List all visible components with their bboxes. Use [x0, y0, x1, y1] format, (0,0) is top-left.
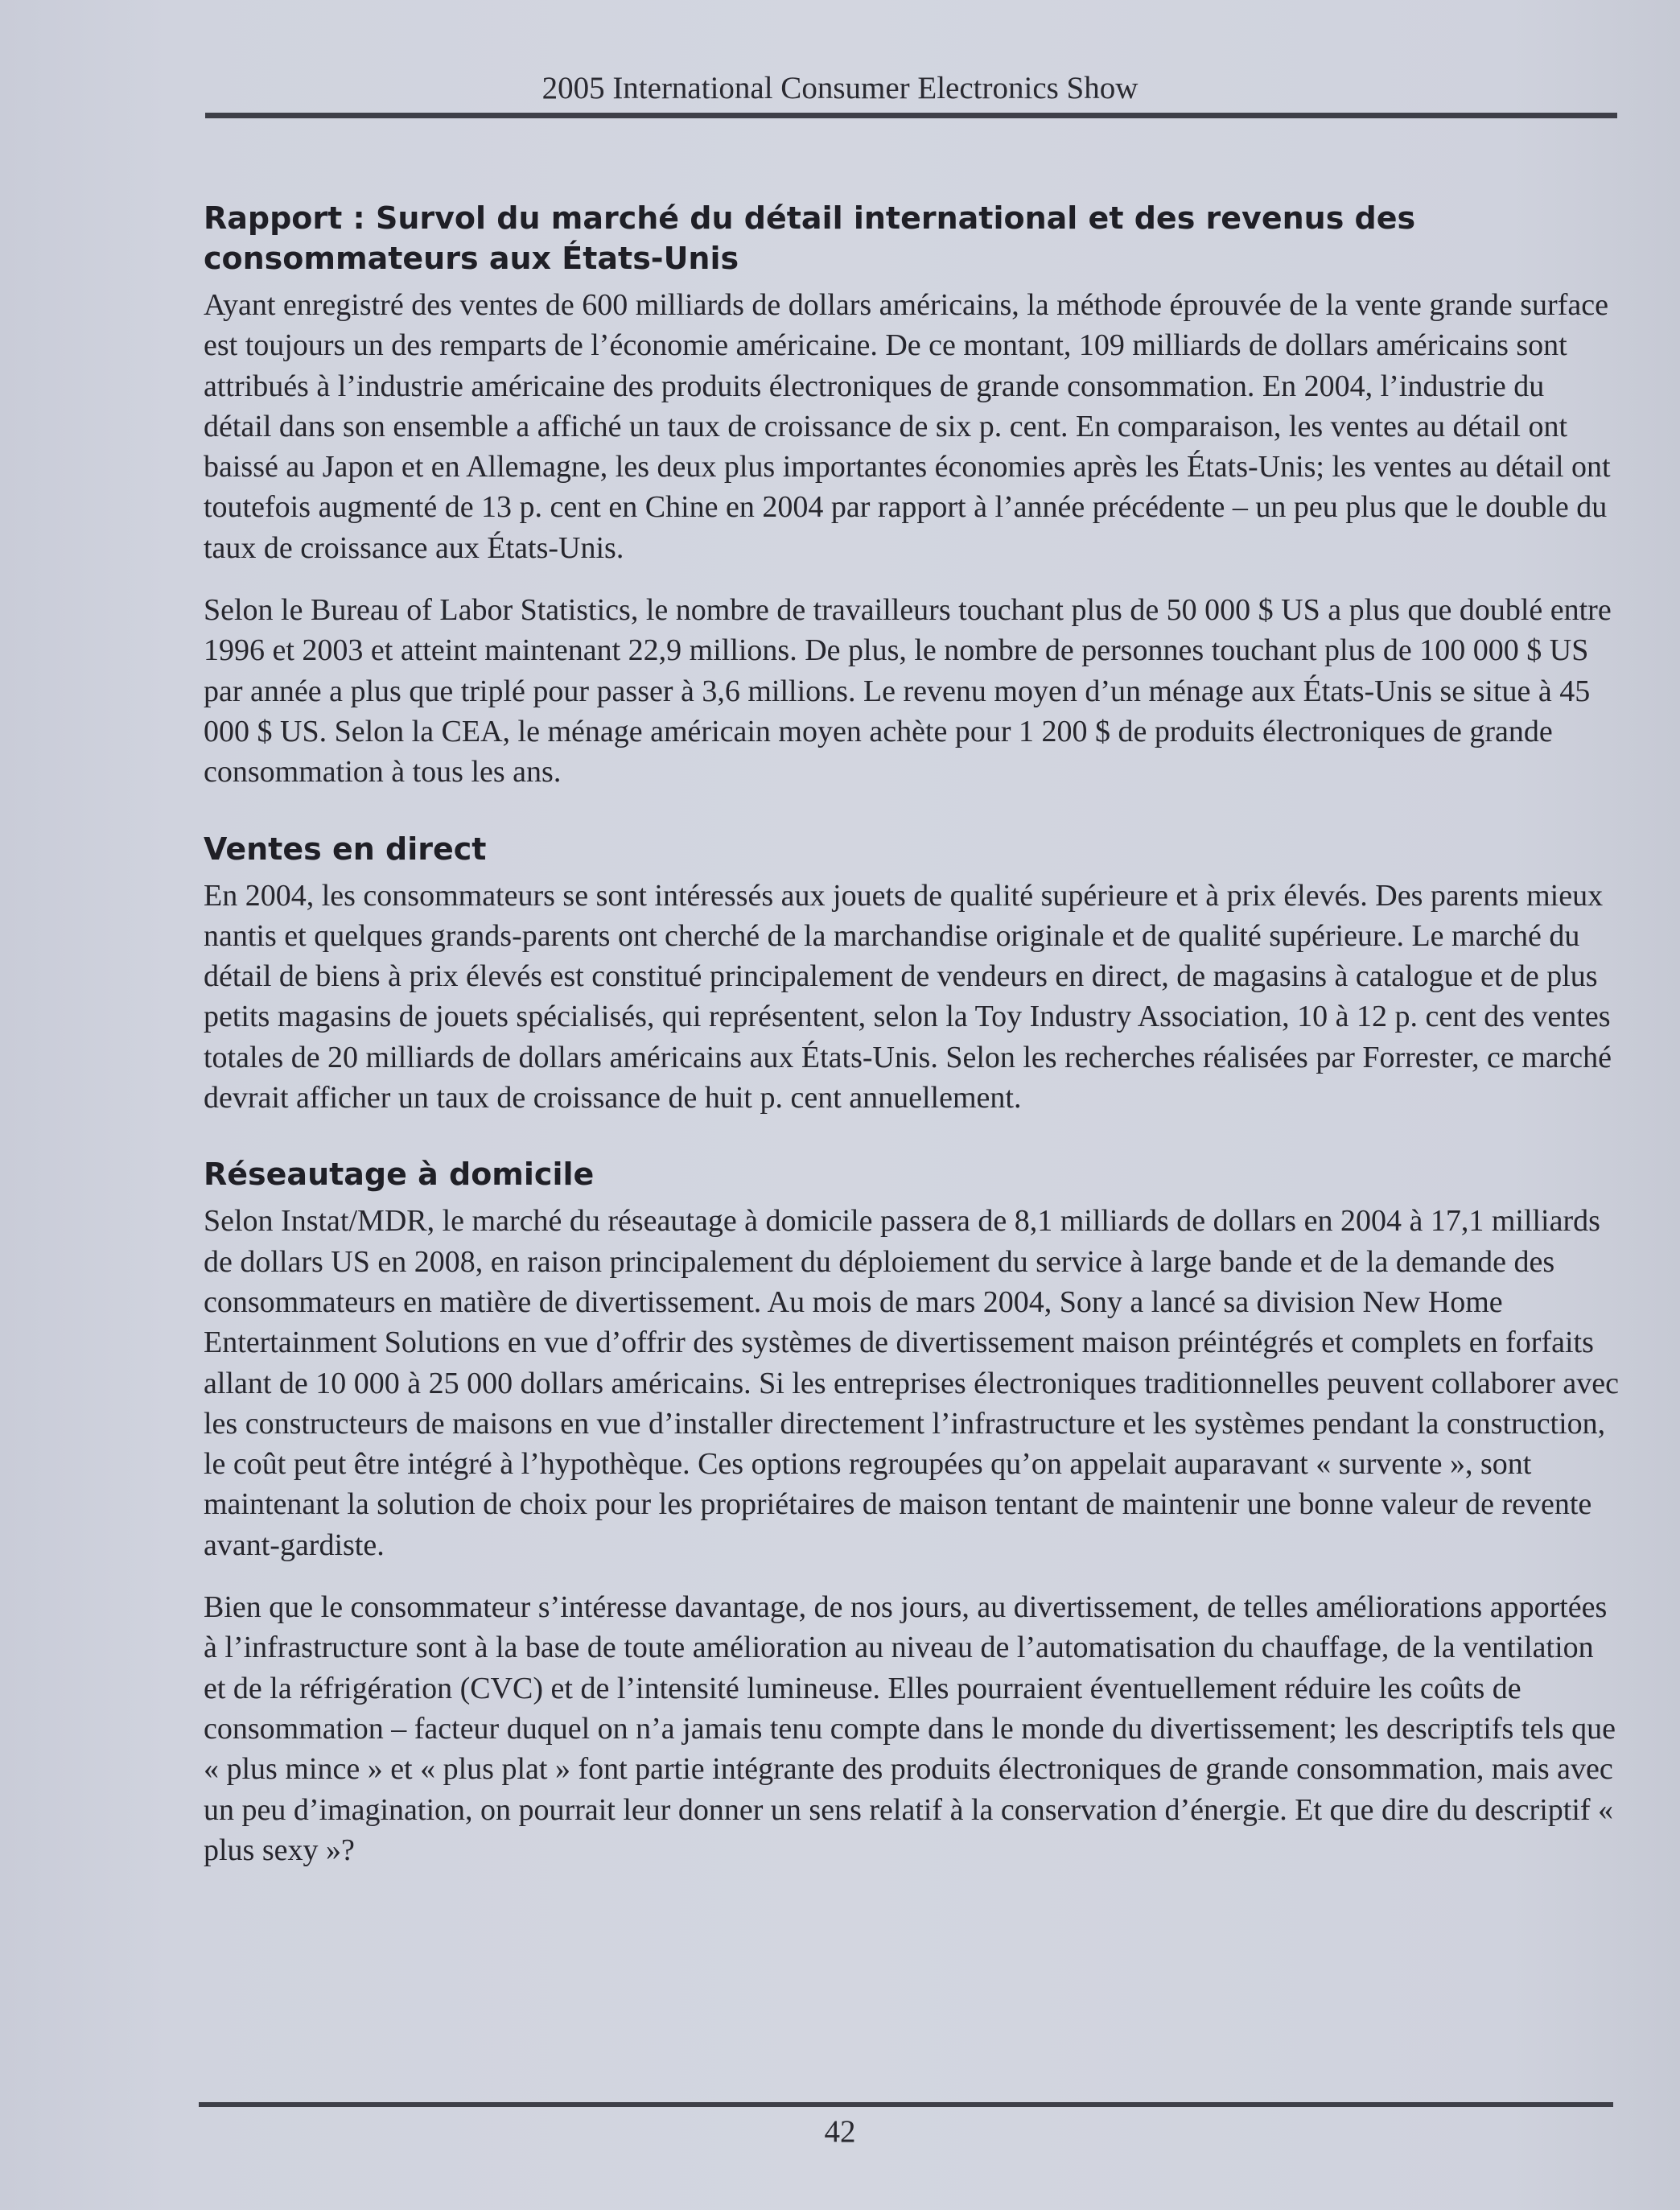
paragraph: Bien que le consommateur s’intéresse davantage, de nos jours, au divertissement, de telles améliorations apportées à l’infrastructure sont à la base de toute amélioration au niveau de l’automatisation du chauffage, de la ventilation et de la réfrigération (CVC) et de l’intensité lumineuse. Elles pourraient éventuellement réduire les coûts de consommation – facteur duquel on n’a jamais tenu compte dans le monde du divertissement; les descriptifs tels que « plus mince » et « plus plat » font partie intégrante des produits électroniques de grande consommation, mais avec un peu d’imagination, on pourrait leur donner un sens relatif à la conservation d’énergie. Et que dire du descriptif « plus sexy »?: [204, 1590, 1616, 1867]
section-heading-rapport: Rapport : Survol du marché du détail international et des revenus des consommateurs aux États-Unis: [204, 200, 1416, 276]
paragraph: Selon le Bureau of Labor Statistics, le nombre de travailleurs touchant plus de 50 000 $ US a plus que doublé entre 1996 et 2003 et atteint maintenant 22,9 millions. De plus, le nombre de personnes touchant plus de 100 000 $ US par année a plus que triplé pour passer à 3,6 millions. Le revenu moyen d’un ménage aux États-Unis se situe à 45 000 $ US. Selon la CEA, le ménage américain moyen achète pour 1 200 $ de produits électroniques de grande consommation à tous les ans.: [204, 593, 1612, 790]
paragraph: En 2004, les consommateurs se sont intéressés aux jouets de qualité supérieure et à prix élevés. Des parents mieux nantis et quelques grands-parents ont cherché de la marchandise originale et de qualité supérieure. Le marché du détail de biens à prix élevés est constitué principalement de vendeurs en direct, de magasins à catalogue et de plus petits magasins de jouets spécialisés, qui représentent, selon la Toy Industry Association, 10 à 12 p. cent des ventes totales de 20 milliards de dollars américains aux États-Unis. Selon les recherches réalisées par Forrester, ce marché devrait afficher un taux de croissance de huit p. cent annuellement.: [204, 878, 1612, 1115]
footer-rule: [199, 2102, 1613, 2107]
paragraph: Selon Instat/MDR, le marché du réseautage à domicile passera de 8,1 milliards de dollars en 2004 à 17,1 milliards de dollars US en 2008, en raison principalement du déploiement du service à large bande et de la demande des consommateurs en matière de divertissement. Au mois de mars 2004, Sony a lancé sa division New Home Entertainment Solutions en vue d’offrir des systèmes de divertissement maison préintégrés et complets en forfaits allant de 10 000 à 25 000 dollars américains. Si les entreprises électroniques traditionnelles peuvent collaborer avec les constructeurs de maisons en vue d’installer directement l’infrastructure et les systèmes pendant la construction, le coût peut être intégré à l’hypothèque. Ces options regroupées qu’on appelait auparavant « survente », sont maintenant la solution de choix pour les propriétaires de maison tentant de maintenir une bonne valeur de revente avant-gardiste.: [204, 1204, 1620, 1562]
section-heading-reseautage-a-domicile: Réseautage à domicile: [204, 1157, 595, 1193]
page-number: 42: [824, 2114, 856, 2149]
section-heading-ventes-en-direct: Ventes en direct: [204, 831, 487, 867]
article-body: [204, 198, 1620, 1870]
paragraph: Ayant enregistré des ventes de 600 milliards de dollars américains, la méthode éprouvée de la vente grande surface est toujours un des remparts de l’économie américaine. De ce montant, 109 milliards de dollars américains sont attribués à l’industrie américaine des produits électroniques de grande consommation. En 2004, l’industrie du détail dans son ensemble a affiché un taux de croissance de six p. cent. En comparaison, les ventes au détail ont baissé au Japon et en Allemagne, les deux plus importantes économies après les États-Unis; les ventes au détail ont toutefois augmenté de 13 p. cent en Chine en 2004 par rapport à l’année précédente – un peu plus que le double du taux de croissance aux États-Unis.: [204, 288, 1611, 565]
header-rule: [205, 113, 1617, 118]
running-header: 2005 International Consumer Electronics Show: [541, 71, 1139, 105]
